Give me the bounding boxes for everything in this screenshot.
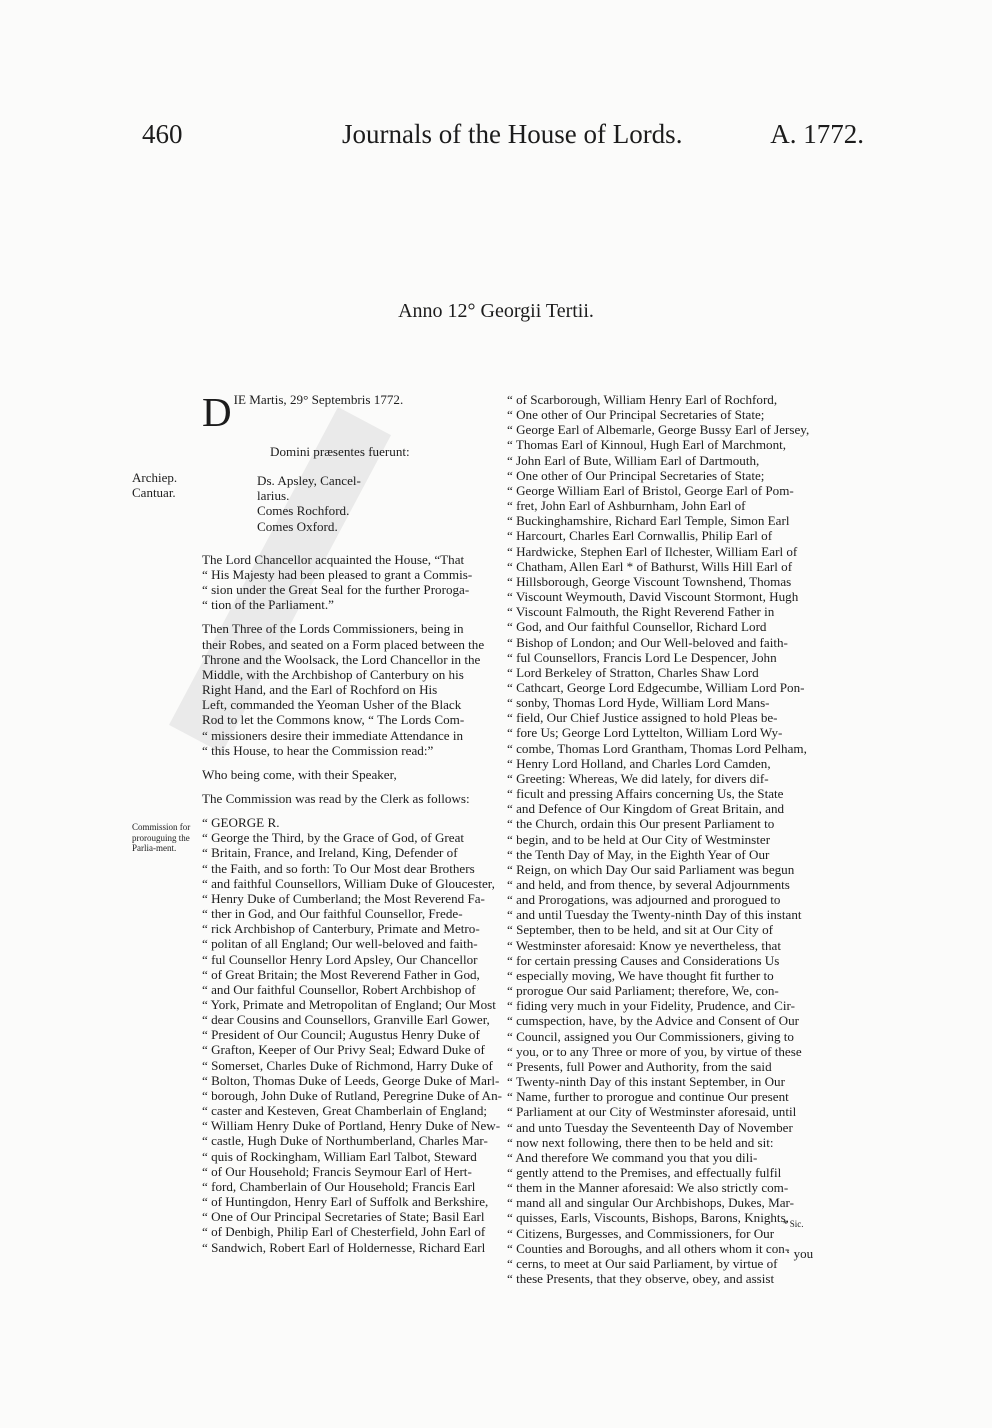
text-line: “ George the Third, by the Grace of God, of Great bbox=[202, 830, 465, 846]
text-line: “ Cathcart, George Lord Edgecumbe, William Lord Pon- bbox=[507, 679, 805, 695]
text-line: “ President of Our Council; Augustus Henry Duke of bbox=[202, 1027, 480, 1043]
text-line: “ gently attend to the Premises, and effectually fulfil bbox=[507, 1164, 782, 1180]
text-line: “ fret, John Earl of Ashburnham, John Earl of bbox=[507, 498, 746, 514]
text-line: “ the Church, ordain this Our present Parliament to bbox=[507, 816, 775, 832]
catchword: ‘ you bbox=[786, 1246, 814, 1261]
left-column-text bbox=[202, 551, 503, 1255]
text-line: “ Somerset, Charles Duke of Richmond, Harry Duke of bbox=[202, 1057, 493, 1073]
text-line: Throne and the Woolsack, the Lord Chancellor in the bbox=[202, 651, 481, 667]
text-line: “ these Presents, that they observe, obey, and assist bbox=[507, 1271, 775, 1287]
text-line: “ Bishop of London; and Our Well-beloved and faith- bbox=[507, 634, 788, 650]
text-line: “ Citizens, Burgesses, and Commissioners, for Our bbox=[507, 1225, 775, 1241]
text-line: “ and unto Tuesday the Seventeenth Day of November bbox=[507, 1119, 793, 1135]
text-line: “ William Henry Duke of Portland, Henry Duke of New- bbox=[202, 1118, 501, 1134]
text-line: “ ficult and pressing Affairs concerning Us, the State bbox=[507, 786, 784, 802]
text-line: “ rick Archbishop of Canterbury, Primate and Metro- bbox=[202, 921, 480, 937]
text-line: “ Lord Berkeley of Stratton, Charles Shaw Lord bbox=[507, 664, 759, 680]
lord-line: Ds. Apsley, Cancel- bbox=[257, 473, 361, 489]
text-line: “ especially moving, We have thought fit further to bbox=[507, 967, 774, 983]
text-line: “ this House, to hear the Commission read:” bbox=[202, 742, 434, 758]
text-line: “ Hardwicke, Stephen Earl of Ilchester, William Earl of bbox=[507, 543, 798, 559]
text-line: “ field, Our Chief Justice assigned to hold Pleas be- bbox=[507, 710, 778, 726]
text-line: “ combe, Thomas Lord Grantham, Thomas Lord Pelham, bbox=[507, 740, 807, 756]
text-line: “ Viscount Weymouth, David Viscount Stormont, Hugh bbox=[507, 589, 799, 605]
archbishop-name: Archiep. Cantuar. bbox=[132, 470, 178, 500]
text-line: “ caster and Kesteven, Great Chamberlain of England; bbox=[202, 1103, 488, 1119]
text-line: Right Hand, and the Earl of Rochford on His bbox=[202, 682, 438, 698]
text-line: “ of Our Household; Francis Seymour Earl of Hert- bbox=[202, 1163, 472, 1179]
text-line: “ of Scarborough, William Henry Earl of Rochford, bbox=[507, 392, 778, 407]
text-line: “ Council, assigned you Our Commissioners, giving to bbox=[507, 1028, 794, 1044]
text-line: “ York, Primate and Metropolitan of England; Our Most bbox=[202, 997, 496, 1012]
text-line: “ dear Cousins and Counsellors, Granville Earl Gower, bbox=[202, 1012, 490, 1028]
text-line: “ September, then to be held, and sit at Our City of bbox=[507, 922, 774, 938]
text-line: “ cumspection, have, by the Advice and Consent of Our bbox=[507, 1013, 799, 1029]
lords-present bbox=[202, 473, 472, 534]
text-line: “ politan of all England; Our well-beloved and faith- bbox=[202, 936, 478, 952]
text-line: The Lord Chancellor acquainted the House, “That bbox=[202, 551, 465, 567]
text-line: “ Buckinghamshire, Richard Earl Temple, Simon Earl bbox=[507, 513, 790, 529]
text-line: “ quis of Rockingham, William Earl Talbot, Steward bbox=[202, 1148, 477, 1164]
text-line: “ of Denbigh, Philip Earl of Chesterfield, John Earl of bbox=[202, 1224, 486, 1240]
right-column bbox=[507, 392, 817, 1286]
text-line: Who being come, with their Speaker, bbox=[202, 766, 397, 782]
text-line bbox=[202, 806, 472, 815]
text-line: “ begin, and to be held at Our City of Westminster bbox=[507, 831, 771, 847]
text-line: “ Henry Duke of Cumberland; the Most Reverend Fa- bbox=[202, 890, 485, 906]
text-line: “ and Defence of Our Kingdom of Great Britain, and bbox=[507, 801, 785, 817]
margin-note: Commission for prorouguing the Parlia-ment. bbox=[132, 822, 191, 853]
text-line: “ George William Earl of Bristol, George Earl of Pom- bbox=[507, 482, 794, 498]
text-line: “ One other of Our Principal Secretaries of State; bbox=[507, 467, 765, 483]
text-line: “ cerns, to meet at Our said Parliament, by virtue of bbox=[507, 1255, 778, 1271]
text-line: “ quisses, Earls, Viscounts, Bishops, Barons, Knights, bbox=[507, 1210, 789, 1226]
text-line: Then Three of the Lords Commissioners, being in bbox=[202, 621, 464, 637]
text-line: “ Name, further to prorogue and continue Our present bbox=[507, 1089, 789, 1105]
text-line: “ sonby, Thomas Lord Hyde, William Lord Mans- bbox=[507, 695, 770, 711]
text-line: “ fiding very much in your Fidelity, Prudence, and Cir- bbox=[507, 998, 795, 1014]
text-line: “ and until Tuesday the Twenty-ninth Day of this instant bbox=[507, 907, 802, 923]
text-line: “ the Tenth Day of May, in the Eighth Year of Our bbox=[507, 846, 770, 862]
text-line: “ Parliament at our City of Westminster aforesaid, until bbox=[507, 1104, 797, 1120]
text-line: “ Sandwich, Robert Earl of Holdernesse, Richard Earl bbox=[202, 1239, 486, 1255]
text-line: “ and held, and from thence, by several Adjournments bbox=[507, 877, 790, 892]
text-line: “ God, and Our faithful Counsellor, Richard Lord bbox=[507, 619, 767, 635]
text-line: “ Reign, on which Day Our said Parliament was begun bbox=[507, 861, 795, 877]
text-line: Middle, with the Archbishop of Canterbury on his bbox=[202, 666, 464, 682]
text-line: “ them in the Manner aforesaid: We also strictly com- bbox=[507, 1180, 789, 1196]
text-line: “ Viscount Falmouth, the Right Reverend Father in bbox=[507, 604, 775, 620]
text-line: “ Bolton, Thomas Duke of Leeds, George Duke of Marl- bbox=[202, 1072, 500, 1088]
text-line: “ Chatham, Allen Earl * of Bathurst, Wills Hill Earl of bbox=[507, 558, 793, 574]
left-column bbox=[202, 389, 503, 1255]
text-line: “ ful Counsellor Henry Lord Apsley, Our Chancellor bbox=[202, 951, 478, 967]
text-line: “ and faithful Counsellors, William Duke of Gloucester, bbox=[202, 875, 495, 891]
page-year: A. 1772. bbox=[770, 119, 864, 149]
text-line bbox=[202, 758, 472, 767]
text-line: their Robes, and seated on a Form placed between the bbox=[202, 636, 485, 652]
text-line: “ mand all and singular Our Archbishops, Dukes, Mar- bbox=[507, 1195, 795, 1211]
text-line: “ Henry Lord Holland, and Charles Lord Camden, bbox=[507, 755, 771, 771]
lord-line: larius. bbox=[257, 488, 290, 504]
text-line: “ One of Our Principal Secretaries of State; Basil Earl bbox=[202, 1209, 485, 1225]
text-line: “ prorogue Our said Parliament; therefore, We, con- bbox=[507, 983, 779, 999]
text-line: “ John Earl of Bute, William Earl of Dartmouth, bbox=[507, 452, 760, 468]
text-line: “ George Earl of Albemarle, George Bussy Earl of Jersey, bbox=[507, 422, 810, 438]
text-line: “ ther in God, and Our faithful Counsellor, Frede- bbox=[202, 906, 463, 922]
regnal-year-heading: Anno 12° Georgii Tertii. bbox=[398, 300, 594, 322]
footnote: * Sic. bbox=[783, 1219, 804, 1229]
text-line: “ and Prorogations, was adjourned and prorogued to bbox=[507, 892, 781, 908]
text-line: “ castle, Hugh Duke of Northumberland, Charles Mar- bbox=[202, 1133, 488, 1149]
text-line: “ sion under the Great Seal for the further Proroga- bbox=[202, 582, 470, 598]
text-line: “ tion of the Parliament.” bbox=[202, 597, 334, 613]
text-line: “ Twenty-ninth Day of this instant September, in Our bbox=[507, 1074, 785, 1090]
text-line: The Commission was read by the Clerk as follows: bbox=[202, 790, 470, 806]
text-line: “ Counties and Boroughs, and all others whom it con- bbox=[507, 1240, 790, 1256]
text-line: “ the Faith, and so forth: To Our Most dear Brothers bbox=[202, 860, 475, 876]
text-line: “ Harcourt, Charles Earl Cornwallis, Philip Earl of bbox=[507, 528, 773, 544]
text-line: “ now next following, there then to be held and sit: bbox=[507, 1134, 774, 1150]
drop-cap: D bbox=[202, 389, 232, 435]
text-line: “ And therefore We command you that you dili- bbox=[507, 1149, 758, 1165]
text-line: “ Grafton, Keeper of Our Privy Seal; Edward Duke of bbox=[202, 1042, 485, 1058]
right-column-text bbox=[507, 392, 817, 1286]
text-line: “ Westminster aforesaid: Know ye nevertheless, that bbox=[507, 937, 781, 953]
sitting-date-text: IE Martis, 29° Septembris 1772. bbox=[233, 392, 404, 407]
text-line: “ you, or to any Three or more of you, by virtue of these bbox=[507, 1043, 802, 1059]
present-heading: Domini præsentes fuerunt: bbox=[270, 444, 410, 459]
page-title: Journals of the House of Lords. bbox=[342, 119, 683, 149]
lord-line: Comes Oxford. bbox=[257, 518, 338, 534]
text-line bbox=[202, 782, 472, 791]
text-line: “ Thomas Earl of Kinnoul, Hugh Earl of Marchmont, bbox=[507, 437, 787, 453]
text-line: Rod to let the Commons know, “ The Lords Com- bbox=[202, 712, 465, 728]
text-line: “ and Our faithful Counsellor, Robert Archbishop of bbox=[202, 981, 476, 997]
text-line: “ fore Us; George Lord Lyttelton, William Lord Wy- bbox=[507, 725, 783, 741]
text-line: “ Hillsborough, George Viscount Townshend, Thomas bbox=[507, 573, 792, 589]
text-line: “ His Majesty had been pleased to grant a Commis- bbox=[202, 566, 473, 582]
text-line: “ missioners desire their immediate Attendance in bbox=[202, 727, 464, 743]
text-line: Left, commanded the Yeoman Usher of the Black bbox=[202, 697, 462, 713]
text-line: “ for certain pressing Causes and Considerations Us bbox=[507, 952, 780, 968]
text-line: “ GEORGE R. bbox=[202, 815, 280, 831]
text-line: “ of Huntingdon, Henry Earl of Suffolk and Berkshire, bbox=[202, 1194, 489, 1210]
page-number: 460 bbox=[142, 119, 183, 149]
lord-line: Comes Rochford. bbox=[257, 503, 350, 519]
text-line: “ Britain, France, and Ireland, King, Defender of bbox=[202, 845, 458, 861]
text-line: “ Presents, full Power and Authority, from the said bbox=[507, 1058, 772, 1074]
text-line: “ One other of Our Principal Secretaries of State; bbox=[507, 407, 765, 423]
text-line: “ ful Counsellors, Francis Lord Le Despencer, John bbox=[507, 649, 777, 665]
text-line bbox=[202, 612, 472, 621]
text-line: “ Greeting: Whereas, We did lately, for divers dif- bbox=[507, 770, 769, 786]
text-line: “ of Great Britain; the Most Reverend Father in God, bbox=[202, 966, 480, 982]
sitting-date bbox=[202, 389, 472, 435]
text-line: “ borough, John Duke of Rutland, Peregrine Duke of An- bbox=[202, 1087, 503, 1103]
text-line: “ ford, Chamberlain of Our Household; Francis Earl bbox=[202, 1178, 476, 1194]
